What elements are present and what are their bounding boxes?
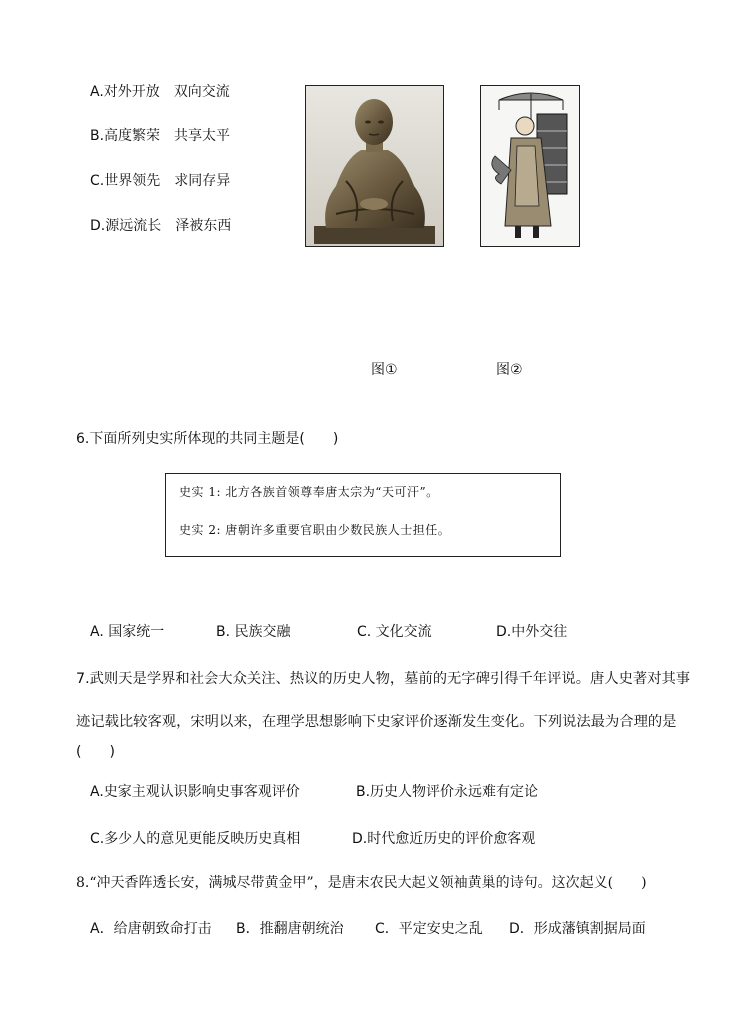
q8-option-a: A．给唐朝致命打击 bbox=[90, 921, 212, 937]
q6-option-a: A. 国家统一 bbox=[90, 624, 165, 640]
seated-monk-statue-illustration bbox=[306, 86, 443, 246]
q7-option-a: A.史家主观认识影响史事客观评价 bbox=[90, 784, 300, 800]
q6-option-d: D.中外交往 bbox=[496, 624, 568, 640]
q5-option-d: D.源远流长 泽被东西 bbox=[90, 218, 232, 234]
q7-stem-line-3: ( ) bbox=[76, 744, 115, 760]
q8-option-c: C．平定安史之乱 bbox=[375, 921, 483, 937]
q7-option-b: B.历史人物评价永远难有定论 bbox=[356, 784, 539, 800]
traveling-monk-illustration bbox=[481, 86, 579, 246]
figure-1-caption: 图① bbox=[371, 362, 398, 378]
figure-2-caption: 图② bbox=[496, 362, 523, 378]
figure-2-traveling-monk-image bbox=[480, 85, 580, 247]
q8-option-b: B．推翻唐朝统治 bbox=[236, 921, 344, 937]
q5-option-c: C.世界领先 求同存异 bbox=[90, 173, 231, 189]
q6-facts-box bbox=[165, 473, 561, 557]
q7-option-c: C.多少人的意见更能反映历史真相 bbox=[90, 831, 301, 847]
q7-stem-line-1: 7.武则天是学界和社会大众关注、热议的历史人物，墓前的无字碑引得千年评说。唐人史著对其事 bbox=[76, 671, 691, 687]
q6-option-c: C. 文化交流 bbox=[357, 624, 432, 640]
q6-fact-2: 史实 2: 唐朝许多重要官职由少数民族人士担任。 bbox=[179, 523, 451, 537]
q8-stem: 8.“冲天香阵透长安，满城尽带黄金甲”，是唐末农民大起义领袖黄巢的诗句。这次起义( ) bbox=[76, 875, 647, 891]
figure-1-statue-image bbox=[305, 85, 444, 247]
q6-fact-1: 史实 1: 北方各族首领尊奉唐太宗为“天可汗”。 bbox=[179, 485, 439, 499]
q6-option-b: B. 民族交融 bbox=[216, 624, 291, 640]
q8-option-d: D．形成藩镇割据局面 bbox=[509, 921, 646, 937]
q5-option-a: A.对外开放 双向交流 bbox=[90, 84, 230, 100]
q6-stem: 6.下面所列史实所体现的共同主题是( ) bbox=[76, 431, 339, 447]
q5-option-b: B.高度繁荣 共享太平 bbox=[90, 128, 231, 144]
q7-stem-line-2: 迹记载比较客观，宋明以来，在理学思想影响下史家评价逐渐发生变化。下列说法最为合理的是 bbox=[76, 714, 677, 730]
q7-option-d: D.时代愈近历史的评价愈客观 bbox=[352, 831, 536, 847]
